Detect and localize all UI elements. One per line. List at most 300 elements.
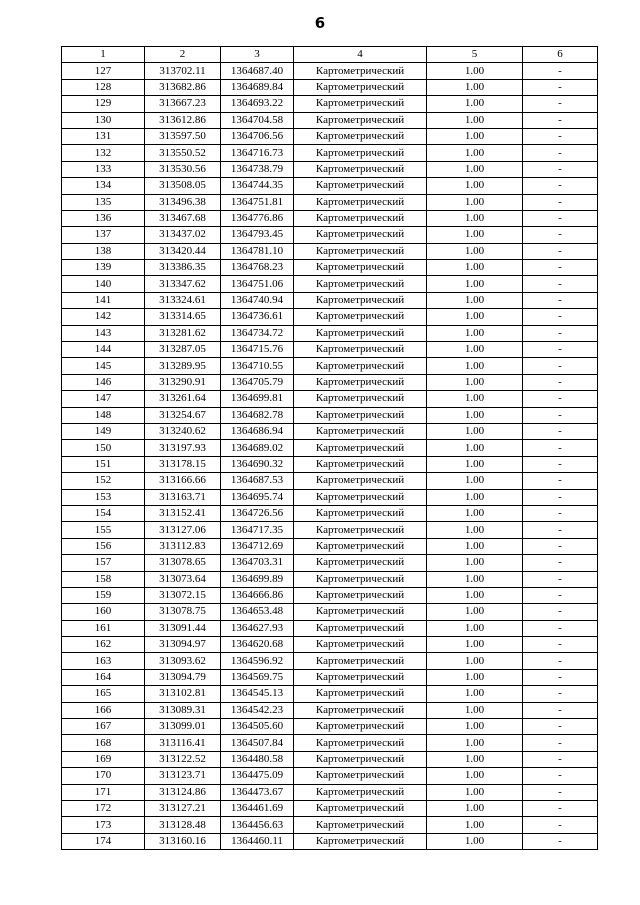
table-cell: 1364744.35	[221, 178, 294, 194]
table-cell: 313160.16	[145, 833, 221, 849]
table-cell: 313314.65	[145, 309, 221, 325]
table-cell: 146	[62, 374, 145, 390]
table-cell: 1364726.56	[221, 505, 294, 521]
table-cell: 163	[62, 653, 145, 669]
table-cell: Картометрический	[294, 342, 427, 358]
table-row	[62, 538, 598, 554]
table-row	[62, 391, 598, 407]
table-cell: 153	[62, 489, 145, 505]
table-cell: 313163.71	[145, 489, 221, 505]
table-cell: 151	[62, 456, 145, 472]
table-cell: 313197.93	[145, 440, 221, 456]
table-cell: 1364542.23	[221, 702, 294, 718]
table-cell: Картометрический	[294, 260, 427, 276]
table-row	[62, 79, 598, 95]
table-cell: 1364666.86	[221, 587, 294, 603]
table-cell: 313073.64	[145, 571, 221, 587]
table-cell: 1364690.32	[221, 456, 294, 472]
table-cell: -	[523, 669, 598, 685]
table-cell: Картометрический	[294, 358, 427, 374]
table-cell: -	[523, 719, 598, 735]
table-cell: 1.00	[427, 784, 523, 800]
table-cell: 313261.64	[145, 391, 221, 407]
table-cell: 1364781.10	[221, 243, 294, 259]
table-cell: Картометрический	[294, 79, 427, 95]
table-cell: 1364712.69	[221, 538, 294, 554]
table-cell: 1.00	[427, 538, 523, 554]
table-cell: 1.00	[427, 342, 523, 358]
table-cell: -	[523, 63, 598, 79]
table-cell: 313093.62	[145, 653, 221, 669]
table-cell: 1.00	[427, 604, 523, 620]
table-cell: -	[523, 96, 598, 112]
table-cell: 313612.86	[145, 112, 221, 128]
table-row	[62, 374, 598, 390]
table-row	[62, 194, 598, 210]
table-cell: Картометрический	[294, 145, 427, 161]
table-cell: 313437.02	[145, 227, 221, 243]
table-cell: Картометрический	[294, 456, 427, 472]
table-cell: -	[523, 161, 598, 177]
table-cell: -	[523, 571, 598, 587]
table-cell: 174	[62, 833, 145, 849]
table-cell: 1.00	[427, 145, 523, 161]
table-row	[62, 784, 598, 800]
table-cell: Картометрический	[294, 391, 427, 407]
table-row	[62, 440, 598, 456]
table-cell: 1.00	[427, 800, 523, 816]
table-cell: 1.00	[427, 309, 523, 325]
table-cell: Картометрический	[294, 833, 427, 849]
table-cell: 313124.86	[145, 784, 221, 800]
table-cell: 1364717.35	[221, 522, 294, 538]
table-cell: 134	[62, 178, 145, 194]
table-cell: -	[523, 784, 598, 800]
table-cell: -	[523, 374, 598, 390]
table-row	[62, 407, 598, 423]
table-cell: 154	[62, 505, 145, 521]
table-cell: -	[523, 833, 598, 849]
table-cell: -	[523, 620, 598, 636]
table-cell: 313324.61	[145, 292, 221, 308]
table-cell: -	[523, 325, 598, 341]
table-cell: 166	[62, 702, 145, 718]
table-cell: 313112.83	[145, 538, 221, 554]
table-cell: 172	[62, 800, 145, 816]
table-cell: 133	[62, 161, 145, 177]
table-cell: -	[523, 473, 598, 489]
table-cell: 1364461.69	[221, 800, 294, 816]
table-cell: 313122.52	[145, 751, 221, 767]
table-cell: 131	[62, 128, 145, 144]
table-row	[62, 686, 598, 702]
table-row	[62, 719, 598, 735]
table-cell: 1364699.81	[221, 391, 294, 407]
table-row	[62, 96, 598, 112]
table-cell: 313281.62	[145, 325, 221, 341]
table-cell: -	[523, 555, 598, 571]
table-cell: 1.00	[427, 374, 523, 390]
table-cell: Картометрический	[294, 637, 427, 653]
table-cell: 313094.79	[145, 669, 221, 685]
table-cell: Картометрический	[294, 505, 427, 521]
table-cell: 129	[62, 96, 145, 112]
table-cell: 142	[62, 309, 145, 325]
table-cell: 1.00	[427, 833, 523, 849]
table-cell: 313290.91	[145, 374, 221, 390]
table-cell: -	[523, 800, 598, 816]
table-row	[62, 210, 598, 226]
table-cell: 313420.44	[145, 243, 221, 259]
table-cell: 1.00	[427, 178, 523, 194]
table-cell: -	[523, 276, 598, 292]
table-cell: 313102.81	[145, 686, 221, 702]
table-cell: 313597.50	[145, 128, 221, 144]
table-cell: 1364768.23	[221, 260, 294, 276]
table-cell: 168	[62, 735, 145, 751]
table-cell: 1.00	[427, 620, 523, 636]
table-cell: 128	[62, 79, 145, 95]
table-cell: 1.00	[427, 260, 523, 276]
table-cell: -	[523, 260, 598, 276]
table-cell: 1.00	[427, 63, 523, 79]
table-cell: 313550.52	[145, 145, 221, 161]
table-cell: -	[523, 391, 598, 407]
table-cell: 1.00	[427, 194, 523, 210]
table-row	[62, 751, 598, 767]
table-cell: 1.00	[427, 686, 523, 702]
table-cell: 147	[62, 391, 145, 407]
table-cell: Картометрический	[294, 276, 427, 292]
table-cell: -	[523, 227, 598, 243]
table-cell: 1364734.72	[221, 325, 294, 341]
table-cell: 169	[62, 751, 145, 767]
table-cell: -	[523, 702, 598, 718]
table-cell: Картометрический	[294, 374, 427, 390]
table-row	[62, 669, 598, 685]
table-cell: 313702.11	[145, 63, 221, 79]
table-cell: 137	[62, 227, 145, 243]
table-cell: 313078.65	[145, 555, 221, 571]
table-cell: 1.00	[427, 161, 523, 177]
table-cell: Картометрический	[294, 538, 427, 554]
table-cell: 1.00	[427, 587, 523, 603]
table-cell: 1.00	[427, 325, 523, 341]
table-cell: 1364751.06	[221, 276, 294, 292]
table-cell: -	[523, 456, 598, 472]
table-row	[62, 522, 598, 538]
table-cell: 1364596.92	[221, 653, 294, 669]
table-row	[62, 309, 598, 325]
table-cell: 313682.86	[145, 79, 221, 95]
table-cell: 1364505.60	[221, 719, 294, 735]
table-cell: 1.00	[427, 522, 523, 538]
table-row	[62, 637, 598, 653]
table-cell: -	[523, 522, 598, 538]
table-cell: -	[523, 423, 598, 439]
table-cell: 1.00	[427, 768, 523, 784]
table-cell: Картометрический	[294, 702, 427, 718]
table-cell: 313467.68	[145, 210, 221, 226]
table-row	[62, 735, 598, 751]
table-cell: 1.00	[427, 473, 523, 489]
table-cell: -	[523, 194, 598, 210]
table-cell: Картометрический	[294, 309, 427, 325]
table-cell: Картометрический	[294, 292, 427, 308]
table-cell: 313089.31	[145, 702, 221, 718]
table-cell: 1364569.75	[221, 669, 294, 685]
table-cell: 141	[62, 292, 145, 308]
table-cell: 313667.23	[145, 96, 221, 112]
table-cell: 1364653.48	[221, 604, 294, 620]
table-cell: 1.00	[427, 571, 523, 587]
table-cell: Картометрический	[294, 817, 427, 833]
table-cell: 155	[62, 522, 145, 538]
table-cell: -	[523, 440, 598, 456]
column-header: 6	[523, 47, 598, 63]
coordinates-table	[61, 46, 598, 850]
table-cell: 1364689.02	[221, 440, 294, 456]
table-cell: 1.00	[427, 719, 523, 735]
table-cell: Картометрический	[294, 735, 427, 751]
table-cell: 1.00	[427, 751, 523, 767]
table-cell: 161	[62, 620, 145, 636]
table-row	[62, 112, 598, 128]
table-cell: Картометрический	[294, 653, 427, 669]
table-cell: 149	[62, 423, 145, 439]
column-header: 5	[427, 47, 523, 63]
table-cell: 1.00	[427, 276, 523, 292]
table-cell: 313178.15	[145, 456, 221, 472]
table-cell: Картометрический	[294, 96, 427, 112]
table-cell: 1364687.40	[221, 63, 294, 79]
table-cell: 140	[62, 276, 145, 292]
table-cell: 1364620.68	[221, 637, 294, 653]
table-cell: -	[523, 489, 598, 505]
table-cell: Картометрический	[294, 768, 427, 784]
table-cell: 1.00	[427, 407, 523, 423]
table-cell: 159	[62, 587, 145, 603]
table-cell: 1.00	[427, 79, 523, 95]
table-cell: 313127.21	[145, 800, 221, 816]
table-cell: Картометрический	[294, 128, 427, 144]
table-cell: 157	[62, 555, 145, 571]
table-cell: 313128.48	[145, 817, 221, 833]
table-cell: Картометрический	[294, 555, 427, 571]
table-cell: 158	[62, 571, 145, 587]
table-cell: -	[523, 686, 598, 702]
table-cell: -	[523, 407, 598, 423]
table-cell: 1.00	[427, 735, 523, 751]
table-cell: 1364682.78	[221, 407, 294, 423]
table-cell: -	[523, 751, 598, 767]
table-cell: 1364473.67	[221, 784, 294, 800]
table-header-row	[62, 47, 598, 63]
table-cell: 313091.44	[145, 620, 221, 636]
table-cell: Картометрический	[294, 620, 427, 636]
table-row	[62, 702, 598, 718]
table-cell: -	[523, 604, 598, 620]
table-cell: Картометрический	[294, 210, 427, 226]
table-cell: -	[523, 243, 598, 259]
table-row	[62, 571, 598, 587]
table-cell: Картометрический	[294, 719, 427, 735]
table-cell: 313152.41	[145, 505, 221, 521]
table-cell: 1.00	[427, 489, 523, 505]
table-row	[62, 358, 598, 374]
table-cell: 156	[62, 538, 145, 554]
table-cell: 1364686.94	[221, 423, 294, 439]
table-cell: -	[523, 309, 598, 325]
table-cell: 1364736.61	[221, 309, 294, 325]
table-cell: Картометрический	[294, 423, 427, 439]
table-row	[62, 325, 598, 341]
table-cell: 1.00	[427, 243, 523, 259]
table-row	[62, 505, 598, 521]
table-row	[62, 276, 598, 292]
table-cell: 164	[62, 669, 145, 685]
table-cell: 138	[62, 243, 145, 259]
table-cell: -	[523, 145, 598, 161]
table-cell: Картометрический	[294, 587, 427, 603]
table-cell: Картометрический	[294, 112, 427, 128]
table-row	[62, 456, 598, 472]
table-cell: 165	[62, 686, 145, 702]
table-cell: 313240.62	[145, 423, 221, 439]
table-cell: 1364689.84	[221, 79, 294, 95]
table-cell: 152	[62, 473, 145, 489]
table-row	[62, 653, 598, 669]
table-cell: 167	[62, 719, 145, 735]
table-cell: 1.00	[427, 505, 523, 521]
table-cell: 139	[62, 260, 145, 276]
table-cell: 127	[62, 63, 145, 79]
table-cell: -	[523, 358, 598, 374]
table-cell: 132	[62, 145, 145, 161]
table-cell: 1364716.73	[221, 145, 294, 161]
table-cell: -	[523, 128, 598, 144]
table-row	[62, 260, 598, 276]
table-cell: 1.00	[427, 637, 523, 653]
table-cell: 1.00	[427, 227, 523, 243]
table-cell: 1.00	[427, 440, 523, 456]
table-cell: 1364738.79	[221, 161, 294, 177]
table-cell: 1364706.56	[221, 128, 294, 144]
table-cell: 145	[62, 358, 145, 374]
page-number: 6	[314, 14, 326, 32]
table-cell: 1364704.58	[221, 112, 294, 128]
table-row	[62, 473, 598, 489]
table-cell: 313127.06	[145, 522, 221, 538]
table-cell: 313289.95	[145, 358, 221, 374]
table-row	[62, 489, 598, 505]
table-cell: Картометрический	[294, 161, 427, 177]
table-cell: 1364705.79	[221, 374, 294, 390]
table-body	[62, 63, 598, 850]
table-cell: Картометрический	[294, 604, 427, 620]
table-cell: -	[523, 653, 598, 669]
table-row	[62, 555, 598, 571]
table-cell: Картометрический	[294, 407, 427, 423]
table-row	[62, 128, 598, 144]
table-cell: Картометрический	[294, 522, 427, 538]
table-cell: Картометрический	[294, 473, 427, 489]
table-cell: 1364627.93	[221, 620, 294, 636]
table-row	[62, 243, 598, 259]
table-cell: 1.00	[427, 817, 523, 833]
table-cell: 1364710.55	[221, 358, 294, 374]
table-cell: -	[523, 768, 598, 784]
table-row	[62, 63, 598, 79]
table-row	[62, 604, 598, 620]
table-cell: 1.00	[427, 669, 523, 685]
table-cell: 173	[62, 817, 145, 833]
table-cell: -	[523, 587, 598, 603]
table-row	[62, 178, 598, 194]
table-cell: Картометрический	[294, 571, 427, 587]
table-cell: 162	[62, 637, 145, 653]
table-cell: 313078.75	[145, 604, 221, 620]
table-cell: -	[523, 210, 598, 226]
table-cell: Картометрический	[294, 784, 427, 800]
table-cell: Картометрический	[294, 669, 427, 685]
table-cell: 313072.15	[145, 587, 221, 603]
table-cell: 1.00	[427, 128, 523, 144]
table-cell: 1.00	[427, 358, 523, 374]
table-cell: -	[523, 112, 598, 128]
table-cell: -	[523, 178, 598, 194]
table-cell: 313347.62	[145, 276, 221, 292]
table-cell: 1364480.58	[221, 751, 294, 767]
table-cell: 1364507.84	[221, 735, 294, 751]
table-cell: -	[523, 538, 598, 554]
table-cell: 313508.05	[145, 178, 221, 194]
table-cell: 1364703.31	[221, 555, 294, 571]
table-cell: Картометрический	[294, 686, 427, 702]
table-row	[62, 292, 598, 308]
table-row	[62, 768, 598, 784]
table-cell: Картометрический	[294, 178, 427, 194]
table-row	[62, 423, 598, 439]
table-cell: 150	[62, 440, 145, 456]
table-cell: 1364751.81	[221, 194, 294, 210]
table-cell: -	[523, 505, 598, 521]
table-cell: 1364687.53	[221, 473, 294, 489]
column-header: 1	[62, 47, 145, 63]
table-cell: -	[523, 817, 598, 833]
column-header: 2	[145, 47, 221, 63]
table-cell: 1.00	[427, 555, 523, 571]
table-row	[62, 817, 598, 833]
table-cell: 1364695.74	[221, 489, 294, 505]
table-cell: 313496.38	[145, 194, 221, 210]
table-cell: 1364693.22	[221, 96, 294, 112]
table-cell: Картометрический	[294, 800, 427, 816]
table-row	[62, 833, 598, 849]
table-cell: 144	[62, 342, 145, 358]
table-cell: 1.00	[427, 112, 523, 128]
table-cell: Картометрический	[294, 325, 427, 341]
table-cell: 313386.35	[145, 260, 221, 276]
table-cell: 130	[62, 112, 145, 128]
table-cell: 1.00	[427, 456, 523, 472]
table-cell: 136	[62, 210, 145, 226]
table-cell: Картометрический	[294, 751, 427, 767]
table-cell: 1364545.13	[221, 686, 294, 702]
table-cell: 1364793.45	[221, 227, 294, 243]
table-cell: 1364475.09	[221, 768, 294, 784]
table-cell: Картометрический	[294, 489, 427, 505]
